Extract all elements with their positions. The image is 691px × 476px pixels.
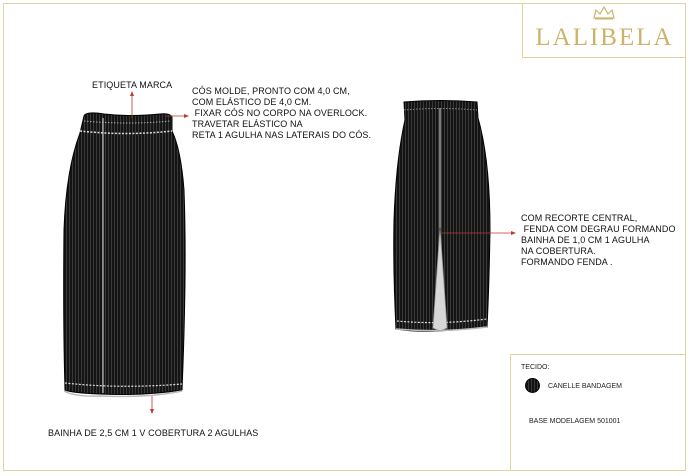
waistband-note: CÓS MOLDE, PRONTO COM 4,0 CM, COM ELÁSTICO DE 4,0 CM. FIXAR CÓS NO CORPO NA OVERLOCK. TRAVETAR ELÁSTICO NA RETA 1 AGULHA NAS LATERAIS DO CÓS. [192, 86, 372, 140]
spec-box [510, 354, 686, 471]
fabric-swatch [525, 378, 540, 393]
fabric-name: CANELLE BANDAGEM [548, 383, 622, 390]
back-skirt [394, 101, 490, 332]
base-pattern: BASE MODELAGEM 501001 [529, 418, 621, 425]
fabric-label: TECIDO: [521, 364, 550, 371]
label-tag-note: ETIQUETA MARCA [92, 80, 173, 90]
front-skirt [64, 113, 185, 397]
brand-name: LALIBELA [535, 24, 674, 51]
hem-note: BAINHA DE 2,5 CM 1 V COBERTURA 2 AGULHAS [48, 428, 259, 438]
slit-note: COM RECORTE CENTRAL, FENDA COM DEGRAU FORMANDO BAINHA DE 1,0 CM 1 AGULHA NA COBERTURA. FORMANDO FENDA . [521, 213, 676, 267]
